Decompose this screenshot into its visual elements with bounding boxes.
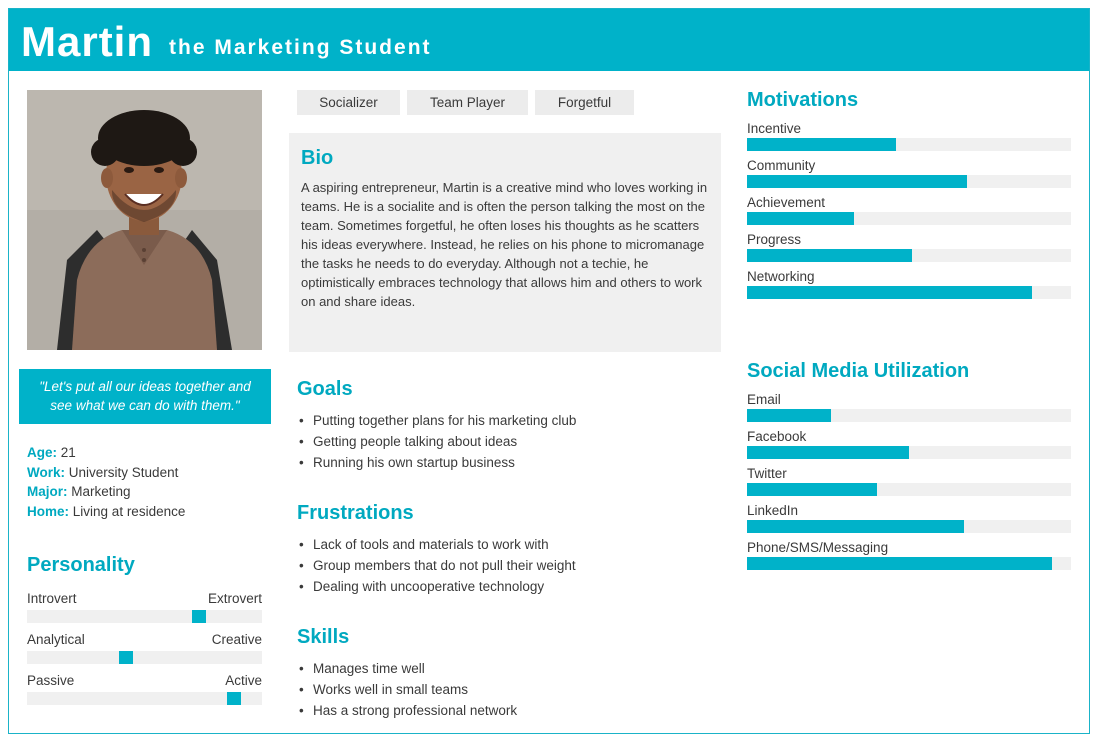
social-media-section bbox=[747, 360, 1071, 576]
scale-right-label: Creative bbox=[211, 632, 262, 647]
bar-label: Progress bbox=[747, 232, 802, 247]
demo-value: Marketing bbox=[71, 484, 131, 499]
scale-marker bbox=[227, 692, 241, 705]
bar-label: Community bbox=[747, 158, 816, 173]
scale-track bbox=[27, 692, 262, 705]
bar-track bbox=[747, 446, 1071, 459]
frustrations-title: Frustrations bbox=[297, 502, 414, 524]
persona-photo bbox=[27, 90, 262, 350]
list-item: • Lack of tools and materials to work with bbox=[297, 534, 717, 555]
demo-label: Home: bbox=[27, 503, 70, 519]
bar-label: Facebook bbox=[747, 429, 807, 444]
bar-fill bbox=[747, 286, 1032, 299]
frustrations-section bbox=[297, 502, 717, 597]
list-item: • Has a strong professional network bbox=[297, 700, 717, 721]
person-portrait-icon bbox=[27, 90, 262, 350]
social-media-bar bbox=[747, 428, 1071, 459]
motivation-bar bbox=[747, 231, 1071, 262]
bar-label: Email bbox=[747, 392, 781, 407]
social-media-bar bbox=[747, 539, 1071, 570]
list-item: • Running his own startup business bbox=[297, 452, 717, 473]
scale-left-label: Introvert bbox=[27, 591, 77, 606]
trait-tag: Forgetful bbox=[535, 90, 634, 115]
motivations-section bbox=[747, 89, 1071, 305]
list-item: • Group members that do not pull their weight bbox=[297, 555, 717, 576]
trait-tag: Team Player bbox=[407, 90, 528, 115]
motivations-title: Motivations bbox=[747, 89, 859, 111]
bar-fill bbox=[747, 446, 909, 459]
social-media-title: Social Media Utilization bbox=[747, 360, 970, 382]
list-item: • Getting people talking about ideas bbox=[297, 431, 717, 452]
bio-title: Bio bbox=[301, 147, 334, 169]
demo-value: University Student bbox=[68, 464, 179, 480]
demo-label: Work: bbox=[27, 464, 66, 480]
bar-track bbox=[747, 138, 1071, 151]
motivation-bar bbox=[747, 194, 1071, 225]
personality-scale bbox=[27, 591, 262, 623]
persona-card bbox=[8, 8, 1090, 734]
bar-label: Phone/SMS/Messaging bbox=[747, 540, 889, 555]
scale-track bbox=[27, 610, 262, 623]
social-media-bar bbox=[747, 391, 1071, 422]
frustrations-list bbox=[297, 534, 717, 597]
scale-right-label: Extrovert bbox=[207, 591, 262, 606]
bar-fill bbox=[747, 409, 831, 422]
bar-fill bbox=[747, 483, 877, 496]
personality-scale bbox=[27, 632, 262, 664]
list-item: • Works well in small teams bbox=[297, 679, 717, 700]
list-item: • Putting together plans for his marketing club bbox=[297, 410, 717, 431]
goals-list bbox=[297, 410, 717, 473]
persona-header bbox=[9, 9, 1089, 71]
skills-section bbox=[297, 626, 717, 721]
bar-label: Achievement bbox=[747, 195, 826, 210]
bar-track bbox=[747, 212, 1071, 225]
social-media-bar bbox=[747, 502, 1071, 533]
persona-role: the Marketing Student bbox=[169, 36, 432, 59]
bar-track bbox=[747, 409, 1071, 422]
demo-work bbox=[27, 463, 185, 483]
demo-major bbox=[27, 482, 185, 502]
trait-tag: Socializer bbox=[297, 90, 400, 115]
motivation-bar bbox=[747, 157, 1071, 188]
scale-left-label: Analytical bbox=[27, 632, 85, 647]
skills-title: Skills bbox=[297, 626, 350, 648]
list-item: • Manages time well bbox=[297, 658, 717, 679]
demo-value: 21 bbox=[60, 445, 76, 460]
social-media-bar bbox=[747, 465, 1071, 496]
scale-left-label: Passive bbox=[27, 673, 75, 688]
motivation-bar bbox=[747, 120, 1071, 151]
bar-track bbox=[747, 520, 1071, 533]
personality-title: Personality bbox=[27, 554, 135, 576]
bar-label: Networking bbox=[747, 269, 815, 284]
goals-title: Goals bbox=[297, 378, 353, 400]
bar-track bbox=[747, 557, 1071, 570]
scale-track bbox=[27, 651, 262, 664]
bar-track bbox=[747, 249, 1071, 262]
personality-scale bbox=[27, 673, 262, 705]
demo-home bbox=[27, 502, 185, 522]
demographics bbox=[27, 443, 185, 521]
goals-section bbox=[297, 378, 717, 473]
demo-age bbox=[27, 443, 185, 463]
scale-marker bbox=[192, 610, 206, 623]
bio-panel bbox=[289, 133, 721, 352]
bar-fill bbox=[747, 249, 912, 262]
bar-fill bbox=[747, 212, 854, 225]
persona-name: Martin bbox=[21, 18, 153, 65]
bar-track bbox=[747, 175, 1071, 188]
bio-text: A aspiring entrepreneur, Martin is a creative mind who loves working in teams. He is a socialite and is often the person talking the most on the team. Sometimes forgetful, he often loses his thoughts as he scatters his ideas everywhere. Instead, he relies on his phone to micromanage the tasks he needs to do everyday. Although not a techie, he optimistically embraces technology that allows him and others to work on and share ideas. bbox=[301, 180, 708, 309]
demo-value: Living at residence bbox=[72, 503, 186, 519]
demo-label: Major: bbox=[27, 484, 68, 499]
bar-fill bbox=[747, 175, 967, 188]
bar-label: Incentive bbox=[747, 121, 802, 136]
bar-track bbox=[747, 286, 1071, 299]
demo-label: Age: bbox=[27, 445, 57, 460]
scale-right-label: Active bbox=[225, 673, 262, 688]
bar-track bbox=[747, 483, 1071, 496]
motivation-bar bbox=[747, 268, 1071, 299]
scale-marker bbox=[119, 651, 133, 664]
bar-label: Twitter bbox=[747, 466, 787, 481]
bar-fill bbox=[747, 138, 896, 151]
bar-fill bbox=[747, 557, 1052, 570]
trait-tags bbox=[297, 90, 634, 115]
persona-quote: "Let's put all our ideas together and see what we can do with them." bbox=[19, 369, 271, 424]
list-item: • Dealing with uncooperative technology bbox=[297, 576, 717, 597]
bar-label: LinkedIn bbox=[747, 503, 799, 518]
bar-fill bbox=[747, 520, 964, 533]
skills-list bbox=[297, 658, 717, 721]
